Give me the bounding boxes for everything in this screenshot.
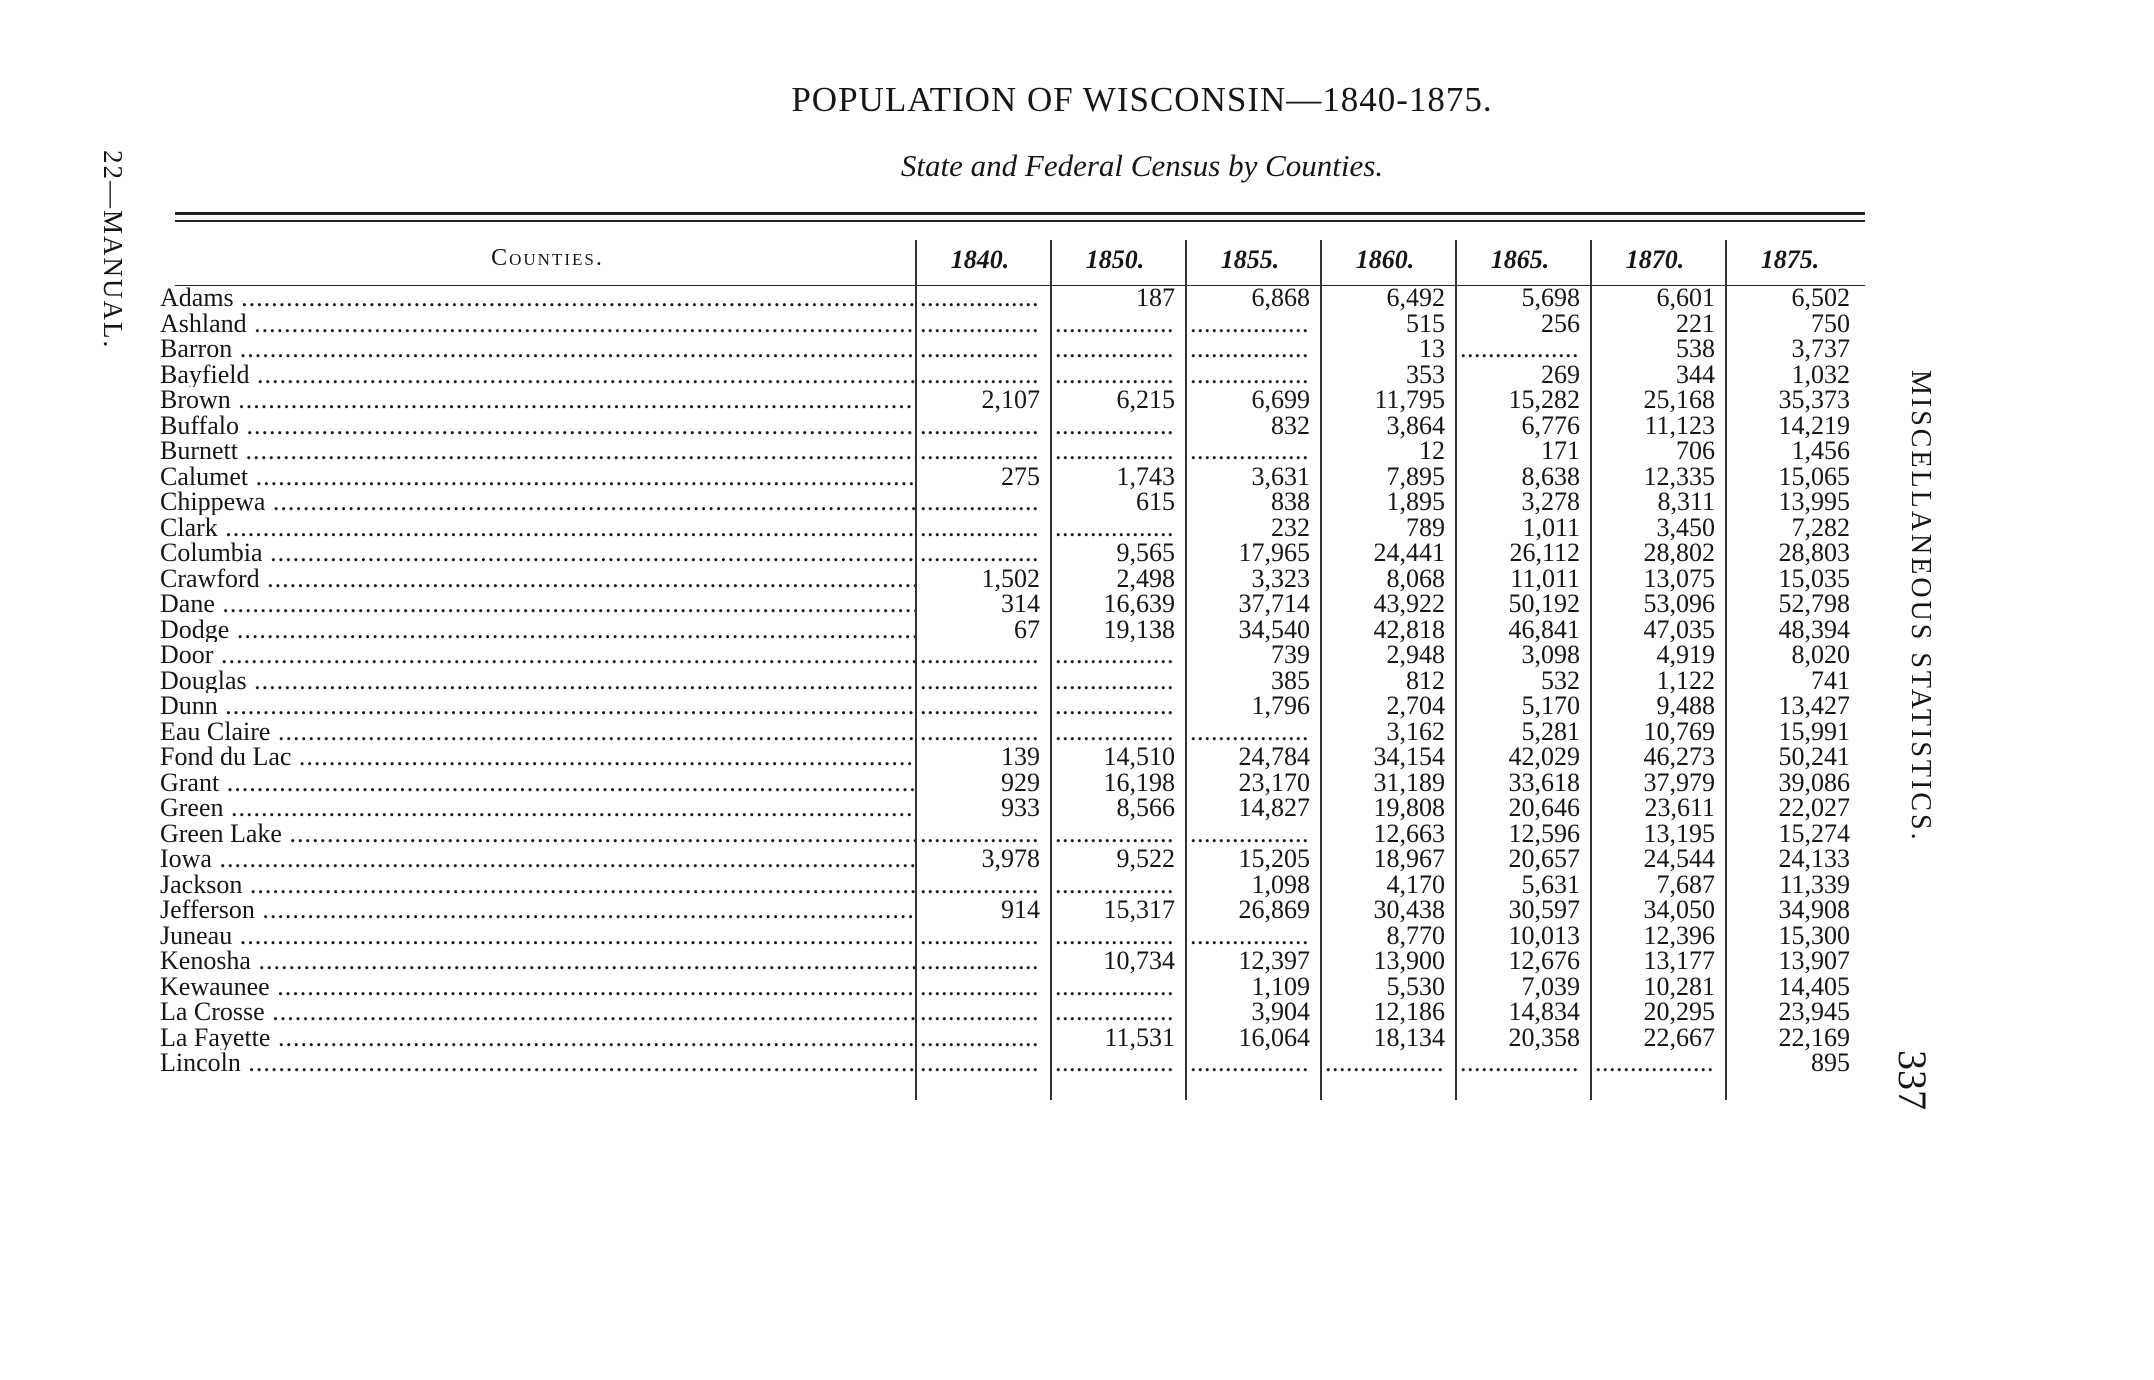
- population-cell: 26,869: [1238, 895, 1310, 924]
- population-cell: 14,405: [1778, 971, 1850, 1001]
- population-cell: 13,995: [1778, 487, 1850, 516]
- population-cell: 5,631: [1521, 869, 1580, 899]
- population-cell: 344: [1676, 359, 1715, 389]
- population-cell: 31,189: [1373, 767, 1445, 797]
- population-cell: 12,396: [1643, 920, 1715, 950]
- population-cell: [920, 336, 1040, 362]
- running-head-right: MISCELLANEOUS STATISTICS.: [1905, 370, 1936, 843]
- population-cell: 8,770: [1386, 920, 1445, 950]
- population-cell: 11,531: [1104, 1022, 1175, 1052]
- population-cell: 750: [1811, 308, 1850, 338]
- population-cell: 1,122: [1656, 665, 1715, 695]
- population-cell: [920, 948, 1040, 974]
- county-name: Ashland .....: [160, 311, 915, 337]
- population-cell: 15,274: [1778, 818, 1850, 848]
- population-cell: 48,394: [1778, 614, 1850, 644]
- population-cell: 4,170: [1386, 869, 1445, 899]
- population-cell: 7,687: [1656, 869, 1715, 899]
- population-cell: [920, 362, 1040, 388]
- population-cell: [1055, 999, 1175, 1025]
- population-cell: 12,335: [1643, 461, 1715, 491]
- county-name: Buffalo .....: [160, 413, 915, 439]
- county-name: Douglas .....: [160, 668, 915, 694]
- header-year-2: 1855.: [1220, 245, 1280, 274]
- population-cell: [1190, 438, 1310, 464]
- population-cell: 3,323: [1251, 563, 1310, 593]
- population-cell: 741: [1811, 665, 1850, 695]
- population-cell: 9,522: [1116, 844, 1175, 873]
- population-cell: [920, 489, 1040, 515]
- population-cell: 256: [1541, 308, 1580, 338]
- population-cell: 14,510: [1103, 742, 1175, 771]
- population-cell: [1595, 1050, 1715, 1076]
- population-cell: 10,013: [1508, 920, 1580, 950]
- population-cell: 43,922: [1373, 589, 1445, 618]
- population-cell: 1,502: [981, 563, 1040, 593]
- population-cell: 5,698: [1521, 283, 1580, 312]
- population-cell: [920, 974, 1040, 1000]
- population-cell: [1055, 668, 1175, 694]
- population-cell: 15,065: [1778, 461, 1850, 491]
- population-cell: 22,027: [1778, 793, 1850, 822]
- population-cell: 34,540: [1238, 614, 1310, 644]
- population-cell: 8,311: [1657, 487, 1715, 516]
- population-cell: [1325, 1050, 1445, 1076]
- population-cell: 3,904: [1251, 997, 1310, 1026]
- population-cell: 46,273: [1643, 742, 1715, 771]
- population-cell: 385: [1271, 665, 1310, 695]
- population-cell: 24,544: [1643, 844, 1715, 873]
- county-name: Iowa .....: [160, 846, 915, 872]
- population-cell: 15,991: [1778, 716, 1850, 746]
- county-name: Dodge .....: [160, 617, 915, 643]
- county-name: Lincoln .....: [160, 1050, 915, 1076]
- population-cell: [920, 668, 1040, 694]
- population-cell: 8,020: [1791, 640, 1850, 669]
- header-year-0: 1840.: [950, 245, 1010, 274]
- population-cell: 12: [1419, 436, 1445, 465]
- population-cell: 6,601: [1656, 283, 1715, 312]
- population-cell: 2,498: [1116, 563, 1175, 593]
- population-cell: 23,611: [1644, 793, 1715, 822]
- population-cell: 22,169: [1778, 1022, 1850, 1052]
- population-cell: [920, 821, 1040, 847]
- column-separator: [1185, 240, 1187, 1100]
- population-cell: 6,215: [1116, 385, 1175, 414]
- county-name: Fond du Lac .....: [160, 744, 915, 770]
- population-cell: 37,714: [1238, 589, 1310, 618]
- population-cell: 11,795: [1374, 385, 1445, 414]
- column-separator: [1050, 240, 1052, 1100]
- population-cell: 14,219: [1778, 410, 1850, 440]
- population-cell: 20,295: [1643, 997, 1715, 1026]
- population-cell: [1190, 923, 1310, 949]
- population-cell: 3,978: [981, 844, 1040, 873]
- population-cell: 18,134: [1373, 1022, 1445, 1052]
- county-name: La Crosse .....: [160, 999, 915, 1025]
- county-name: Eau Claire .....: [160, 719, 915, 745]
- county-name: Brown .....: [160, 387, 915, 413]
- population-cell: 3,162: [1386, 716, 1445, 746]
- county-name: Crawford .....: [160, 566, 915, 592]
- column-separator: [1590, 240, 1592, 1100]
- population-cell: 7,282: [1791, 512, 1850, 542]
- population-cell: 33,618: [1508, 767, 1580, 797]
- population-cell: [920, 923, 1040, 949]
- population-cell: 15,205: [1238, 844, 1310, 873]
- population-cell: [1055, 336, 1175, 362]
- header-year-1: 1850.: [1085, 245, 1145, 274]
- population-cell: 8,068: [1386, 563, 1445, 593]
- population-cell: [920, 642, 1040, 668]
- population-cell: 6,502: [1791, 283, 1850, 312]
- population-cell: [1055, 821, 1175, 847]
- population-cell: 838: [1271, 487, 1310, 516]
- population-cell: 24,133: [1778, 844, 1850, 873]
- population-cell: [1190, 1050, 1310, 1076]
- population-cell: 11,011: [1510, 563, 1580, 593]
- population-cell: 933: [1001, 793, 1040, 822]
- page-title: POPULATION OF WISCONSIN—1840-1875.: [791, 80, 1493, 119]
- population-cell: 19,808: [1373, 793, 1445, 822]
- population-cell: 3,098: [1521, 640, 1580, 669]
- population-cell: 47,035: [1643, 614, 1715, 644]
- population-cell: 15,300: [1778, 920, 1850, 950]
- running-head-left: 22—MANUAL.: [98, 150, 128, 350]
- population-cell: [1055, 1050, 1175, 1076]
- header-counties: Counties.: [491, 245, 604, 271]
- county-name: Chippewa .....: [160, 489, 915, 515]
- population-cell: 1,796: [1251, 691, 1310, 720]
- population-cell: 1,743: [1116, 461, 1175, 491]
- population-cell: 11,123: [1644, 410, 1715, 440]
- population-cell: 52,798: [1778, 589, 1850, 618]
- county-name: La Fayette .....: [160, 1025, 915, 1051]
- county-name: Juneau .....: [160, 923, 915, 949]
- population-cell: [920, 438, 1040, 464]
- population-cell: 269: [1541, 359, 1580, 389]
- population-cell: 8,566: [1116, 793, 1175, 822]
- population-cell: 13,900: [1373, 946, 1445, 975]
- population-cell: 12,397: [1238, 946, 1310, 975]
- population-cell: 615: [1136, 487, 1175, 516]
- population-cell: 30,597: [1508, 895, 1580, 924]
- population-cell: [1055, 515, 1175, 541]
- county-name: Kewaunee .....: [160, 974, 915, 1000]
- county-name: Green Lake .....: [160, 821, 915, 847]
- county-name: Columbia .....: [160, 540, 915, 566]
- population-cell: [1055, 923, 1175, 949]
- population-cell: 5,281: [1521, 716, 1580, 746]
- population-cell: 6,492: [1386, 283, 1445, 312]
- header-year-6: 1875.: [1760, 245, 1820, 274]
- population-cell: 314: [1001, 589, 1040, 618]
- population-cell: 16,064: [1238, 1022, 1310, 1052]
- population-cell: 17,965: [1238, 538, 1310, 567]
- population-cell: 22,667: [1643, 1022, 1715, 1052]
- population-cell: [1190, 362, 1310, 388]
- population-cell: 5,170: [1521, 691, 1580, 720]
- population-cell: 19,138: [1103, 614, 1175, 644]
- population-cell: 353: [1406, 359, 1445, 389]
- population-cell: 10,734: [1103, 946, 1175, 975]
- county-name: Adams .....: [160, 285, 915, 311]
- population-cell: 34,154: [1373, 742, 1445, 771]
- population-cell: 13,427: [1778, 691, 1850, 720]
- population-cell: [1460, 336, 1580, 362]
- population-cell: 50,241: [1778, 742, 1850, 771]
- population-cell: 1,109: [1251, 971, 1310, 1001]
- population-cell: 3,864: [1386, 410, 1445, 440]
- page-number: 337: [1890, 1050, 1935, 1110]
- population-cell: [920, 311, 1040, 337]
- population-cell: 23,945: [1778, 997, 1850, 1026]
- page-subtitle: State and Federal Census by Counties.: [900, 148, 1384, 183]
- header-year-5: 1870.: [1625, 245, 1685, 274]
- population-cell: 20,657: [1508, 844, 1580, 873]
- population-cell: 171: [1541, 436, 1580, 465]
- population-cell: 1,895: [1386, 487, 1445, 516]
- column-separator: [915, 240, 917, 1100]
- population-cell: 275: [1001, 461, 1040, 491]
- population-cell: 37,979: [1643, 767, 1715, 797]
- population-cell: [1055, 438, 1175, 464]
- population-cell: [1190, 336, 1310, 362]
- population-cell: 15,035: [1778, 563, 1850, 593]
- population-cell: 15,317: [1103, 895, 1175, 924]
- population-cell: 3,450: [1656, 512, 1715, 542]
- population-cell: 16,198: [1103, 767, 1175, 797]
- population-cell: 3,631: [1251, 461, 1310, 491]
- population-cell: 5,530: [1386, 971, 1445, 1001]
- population-cell: 1,456: [1791, 436, 1850, 465]
- population-cell: [1190, 311, 1310, 337]
- population-cell: 739: [1271, 640, 1310, 669]
- population-cell: 532: [1541, 665, 1580, 695]
- population-cell: 25,168: [1643, 385, 1715, 414]
- population-cell: 10,281: [1643, 971, 1715, 1001]
- column-separator: [1725, 240, 1727, 1100]
- population-cell: [920, 515, 1040, 541]
- column-separator: [1455, 240, 1457, 1100]
- population-cell: 8,638: [1521, 461, 1580, 491]
- population-cell: [920, 719, 1040, 745]
- population-cell: 2,107: [981, 385, 1040, 414]
- population-cell: [1055, 719, 1175, 745]
- population-cell: [920, 540, 1040, 566]
- population-cell: 1,032: [1791, 359, 1850, 389]
- population-cell: 20,358: [1508, 1022, 1580, 1052]
- population-cell: 2,704: [1386, 691, 1445, 720]
- population-cell: [1055, 974, 1175, 1000]
- population-cell: 42,029: [1508, 742, 1580, 771]
- population-cell: 7,895: [1386, 461, 1445, 491]
- county-name: Kenosha .....: [160, 948, 915, 974]
- county-name: Green .....: [160, 795, 915, 821]
- population-cell: 3,278: [1521, 487, 1580, 516]
- population-cell: [1055, 693, 1175, 719]
- population-cell: 46,841: [1508, 614, 1580, 644]
- population-cell: 13,195: [1643, 818, 1715, 848]
- population-cell: 6,776: [1521, 410, 1580, 440]
- population-cell: 67: [1014, 614, 1040, 644]
- population-cell: [920, 413, 1040, 439]
- population-cell: 26,112: [1509, 538, 1580, 567]
- population-cell: 24,441: [1373, 538, 1445, 567]
- population-cell: 1,011: [1522, 512, 1580, 542]
- county-name: Burnett .....: [160, 438, 915, 464]
- population-cell: 4,919: [1656, 640, 1715, 669]
- population-cell: 13: [1419, 334, 1445, 363]
- population-cell: 24,784: [1238, 742, 1310, 771]
- population-cell: 914: [1001, 895, 1040, 924]
- population-cell: 895: [1811, 1048, 1850, 1077]
- population-cell: 6,699: [1251, 385, 1310, 414]
- population-cell: 50,192: [1508, 589, 1580, 618]
- population-cell: [1055, 642, 1175, 668]
- population-cell: [1055, 413, 1175, 439]
- population-cell: 12,676: [1508, 946, 1580, 975]
- population-cell: [1055, 362, 1175, 388]
- population-cell: 15,282: [1508, 385, 1580, 414]
- county-name: Calumet .....: [160, 464, 915, 490]
- population-cell: 515: [1406, 308, 1445, 338]
- population-cell: 35,373: [1778, 385, 1850, 414]
- population-cell: 12,186: [1373, 997, 1445, 1026]
- header-year-3: 1860.: [1355, 245, 1415, 274]
- population-cell: 1,098: [1251, 869, 1310, 899]
- population-cell: [920, 1025, 1040, 1051]
- population-cell: 12,663: [1373, 818, 1445, 848]
- population-cell: 832: [1271, 410, 1310, 440]
- population-cell: 34,908: [1778, 895, 1850, 924]
- population-cell: 11,339: [1779, 869, 1850, 899]
- population-cell: 9,488: [1656, 691, 1715, 720]
- population-cell: 18,967: [1373, 844, 1445, 873]
- population-cell: 14,827: [1238, 793, 1310, 822]
- population-cell: 34,050: [1643, 895, 1715, 924]
- population-cell: [1055, 311, 1175, 337]
- county-name: Dane .....: [160, 591, 915, 617]
- population-cell: 20,646: [1508, 793, 1580, 822]
- county-name: Dunn .....: [160, 693, 915, 719]
- population-cell: 13,907: [1778, 946, 1850, 975]
- population-cell: [920, 872, 1040, 898]
- county-name: Clark .....: [160, 515, 915, 541]
- population-cell: 187: [1136, 283, 1175, 312]
- population-cell: 812: [1406, 665, 1445, 695]
- population-cell: 232: [1271, 512, 1310, 542]
- population-cell: 42,818: [1373, 614, 1445, 644]
- population-cell: [1190, 821, 1310, 847]
- population-cell: 23,170: [1238, 767, 1310, 797]
- population-cell: 221: [1676, 308, 1715, 338]
- population-cell: 2,948: [1386, 640, 1445, 669]
- population-cell: 789: [1406, 512, 1445, 542]
- county-name: Grant .....: [160, 770, 915, 796]
- column-separator: [1320, 240, 1322, 1100]
- population-cell: 28,802: [1643, 538, 1715, 567]
- population-cell: [920, 693, 1040, 719]
- population-cell: 139: [1001, 742, 1040, 771]
- county-name: Jefferson .....: [160, 897, 915, 923]
- population-cell: [1460, 1050, 1580, 1076]
- population-cell: 3,737: [1791, 334, 1850, 363]
- population-cell: 538: [1676, 334, 1715, 363]
- population-cell: 14,834: [1508, 997, 1580, 1026]
- population-cell: 13,177: [1643, 946, 1715, 975]
- county-name: Jackson .....: [160, 872, 915, 898]
- county-name: Door .....: [160, 642, 915, 668]
- population-cell: 39,086: [1778, 767, 1850, 797]
- top-rule-2: [175, 220, 1865, 222]
- county-name: Bayfield .....: [160, 362, 915, 388]
- header-year-4: 1865.: [1490, 245, 1550, 274]
- population-cell: 6,868: [1251, 283, 1310, 312]
- population-cell: 706: [1676, 436, 1715, 465]
- county-name: Barron .....: [160, 336, 915, 362]
- population-cell: [920, 1050, 1040, 1076]
- population-cell: 929: [1001, 767, 1040, 797]
- population-cell: [920, 285, 1040, 311]
- population-cell: [1055, 872, 1175, 898]
- population-cell: [920, 999, 1040, 1025]
- population-cell: 53,096: [1643, 589, 1715, 618]
- population-cell: 10,769: [1643, 716, 1715, 746]
- top-rule-1: [175, 212, 1865, 215]
- population-cell: [1190, 719, 1310, 745]
- population-cell: 12,596: [1508, 818, 1580, 848]
- population-cell: 13,075: [1643, 563, 1715, 593]
- population-cell: 16,639: [1103, 589, 1175, 618]
- population-cell: 9,565: [1116, 538, 1175, 567]
- population-cell: 30,438: [1373, 895, 1445, 924]
- population-cell: 28,803: [1778, 538, 1850, 567]
- population-cell: 7,039: [1521, 971, 1580, 1001]
